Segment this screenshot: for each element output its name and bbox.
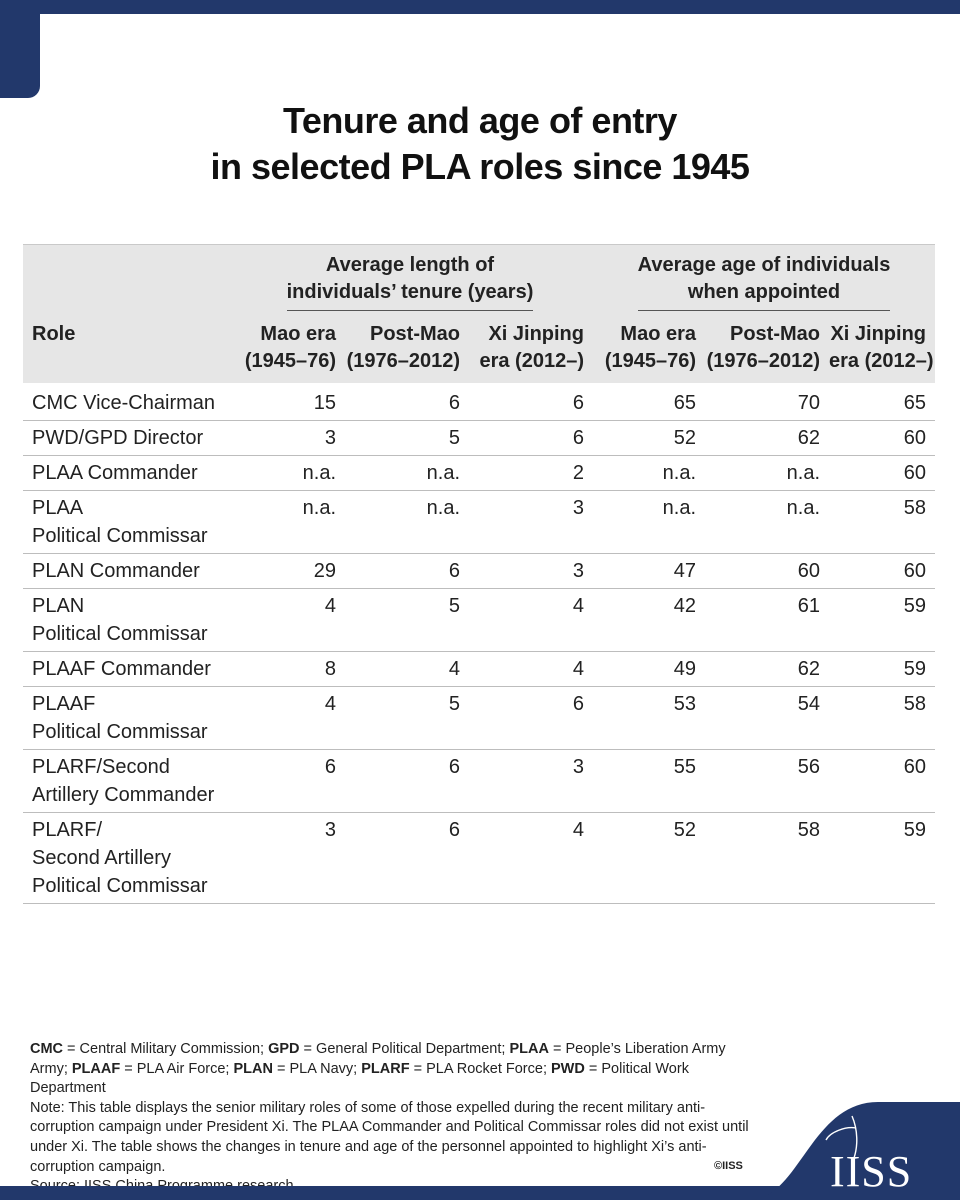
abbreviation-term: PLAN — [233, 1060, 273, 1077]
value-cell: 58 — [705, 813, 829, 904]
value-cell: 60 — [829, 421, 935, 456]
abbreviation-term: GPD — [268, 1041, 300, 1057]
group-tenure-line-2: individuals’ tenure (years) — [286, 281, 534, 303]
value-cell: 6 — [345, 383, 469, 421]
value-cell: n.a. — [705, 491, 829, 554]
abbreviation-definition: = PLA Air Force; — [120, 1060, 234, 1077]
abbreviation-definition: = PLA Navy; — [272, 1060, 362, 1077]
value-cell: 4 — [469, 652, 593, 687]
role-cell-line: PLAAF — [32, 693, 96, 715]
value-cell: 6 — [469, 383, 593, 421]
role-cell-line: PLAA Commander — [32, 462, 198, 484]
value-cell: 4 — [227, 589, 345, 652]
value-cell: 59 — [829, 589, 935, 652]
value-cell: 70 — [705, 383, 829, 421]
value-cell: 15 — [227, 383, 345, 421]
column-header-line-2: (1945–76) — [604, 350, 696, 372]
value-cell: 60 — [829, 750, 935, 813]
value-cell: n.a. — [705, 456, 829, 491]
value-cell: 47 — [593, 554, 705, 589]
role-cell-line: Political Commissar — [32, 623, 208, 645]
abbreviation-term: CMC — [30, 1041, 64, 1057]
column-header-line-2: era (2012–) — [479, 350, 584, 372]
value-cell: 62 — [705, 652, 829, 687]
value-cell: 54 — [705, 687, 829, 750]
value-cell: 53 — [593, 687, 705, 750]
role-cell-line: PLARF/ — [32, 819, 103, 841]
value-cell: 3 — [469, 491, 593, 554]
role-cell-line: Political Commissar — [32, 525, 208, 547]
column-header-line-1: Mao era — [260, 323, 336, 345]
value-cell: 4 — [227, 687, 345, 750]
value-cell: 52 — [593, 813, 705, 904]
value-cell: 62 — [705, 421, 829, 456]
value-cell: 42 — [593, 589, 705, 652]
column-header-line-1: Post-Mao — [730, 323, 820, 345]
value-cell: 8 — [227, 652, 345, 687]
abbreviation-definition: = PLA Rocket Force; — [409, 1060, 552, 1077]
value-cell: 60 — [829, 456, 935, 491]
value-cell: 55 — [593, 750, 705, 813]
role-cell-line: Second Artillery — [32, 847, 171, 869]
value-cell: 49 — [593, 652, 705, 687]
copyright: ©IISS — [714, 1160, 743, 1172]
role-cell-line: CMC Vice-Chairman — [32, 392, 216, 414]
title-line-1: Tenure and age of entry — [283, 100, 677, 141]
value-cell: 59 — [829, 813, 935, 904]
group-age-line-1: Average age of individuals — [637, 254, 891, 276]
role-cell-line: PWD/GPD Director — [32, 427, 204, 449]
value-cell: 59 — [829, 652, 935, 687]
role-column-header: Role — [23, 315, 227, 383]
abbreviation-term: PLAAF — [71, 1060, 121, 1077]
value-cell: 58 — [829, 687, 935, 750]
abbreviation-term: PLAA — [509, 1041, 549, 1057]
value-cell: 52 — [593, 421, 705, 456]
value-cell: 6 — [345, 554, 469, 589]
column-header-line-2: (1945–76) — [244, 350, 336, 372]
abbreviation-definition: = Central Military Commission; — [63, 1041, 269, 1057]
note-text: Note: This table displays the senior military roles of some of those expelled during the recent military anti-corruption campaign under President Xi. The PLAA Commander and Political Commissar roles did not exist until under Xi. The table shows the changes in tenure and age of the personnel appointed to highlight Xi’s anti-corruption campaign. — [30, 1099, 749, 1175]
value-cell: 5 — [345, 687, 469, 750]
value-cell: n.a. — [227, 491, 345, 554]
group-age-line-2: when appointed — [687, 281, 841, 303]
column-header-line-2: era (2012–) — [829, 350, 934, 372]
value-cell: 4 — [469, 589, 593, 652]
value-cell: 6 — [345, 750, 469, 813]
value-cell: 3 — [469, 750, 593, 813]
abbreviation-definition: = General Political Department; — [299, 1041, 510, 1057]
column-header-line-1: Xi Jinping — [488, 323, 584, 345]
value-cell: 2 — [469, 456, 593, 491]
value-cell: n.a. — [593, 456, 705, 491]
value-cell: 60 — [705, 554, 829, 589]
role-cell-line: PLAAF Commander — [32, 658, 211, 680]
value-cell: 6 — [469, 421, 593, 456]
abbreviation-term: PWD — [551, 1060, 585, 1077]
value-cell: 65 — [593, 383, 705, 421]
value-cell: 56 — [705, 750, 829, 813]
group-tenure-line-1: Average length of — [325, 254, 495, 276]
value-cell: 29 — [227, 554, 345, 589]
value-cell: 61 — [705, 589, 829, 652]
value-cell: 4 — [469, 813, 593, 904]
role-cell-line: Artillery Commander — [32, 784, 215, 806]
role-cell-line: PLAA — [32, 497, 84, 519]
abbreviation-term: PLARF — [361, 1060, 410, 1077]
value-cell: n.a. — [345, 456, 469, 491]
value-cell: n.a. — [593, 491, 705, 554]
iiss-logo: IISS — [830, 1147, 913, 1196]
value-cell: 3 — [227, 813, 345, 904]
role-cell-line: PLAN Commander — [32, 560, 200, 582]
value-cell: 3 — [227, 421, 345, 456]
value-cell: 5 — [345, 421, 469, 456]
role-cell-line: PLARF/Second — [32, 756, 170, 778]
value-cell: 5 — [345, 589, 469, 652]
value-cell: 60 — [829, 554, 935, 589]
abbreviation-definition: = Political Work Department — [30, 1060, 689, 1097]
title-line-2: in selected PLA roles since 1945 — [210, 146, 750, 187]
value-cell: 58 — [829, 491, 935, 554]
column-header-line-1: Mao era — [620, 323, 696, 345]
value-cell: n.a. — [227, 456, 345, 491]
column-header-line-2: (1976–2012) — [346, 350, 460, 372]
column-header-line-1: Xi Jinping — [830, 323, 927, 345]
value-cell: n.a. — [345, 491, 469, 554]
role-cell-line: Political Commissar — [32, 721, 208, 743]
abbreviation-definition: = People’s Liberation Army Army; — [30, 1041, 726, 1077]
value-cell: 3 — [469, 554, 593, 589]
value-cell: 6 — [345, 813, 469, 904]
value-cell: 6 — [227, 750, 345, 813]
value-cell: 6 — [469, 687, 593, 750]
role-cell-line: Political Commissar — [32, 875, 208, 897]
value-cell: 4 — [345, 652, 469, 687]
role-cell-line: PLAN — [32, 595, 85, 617]
value-cell: 65 — [829, 383, 935, 421]
column-header-line-1: Post-Mao — [370, 323, 460, 345]
column-header-line-2: (1976–2012) — [706, 350, 820, 372]
